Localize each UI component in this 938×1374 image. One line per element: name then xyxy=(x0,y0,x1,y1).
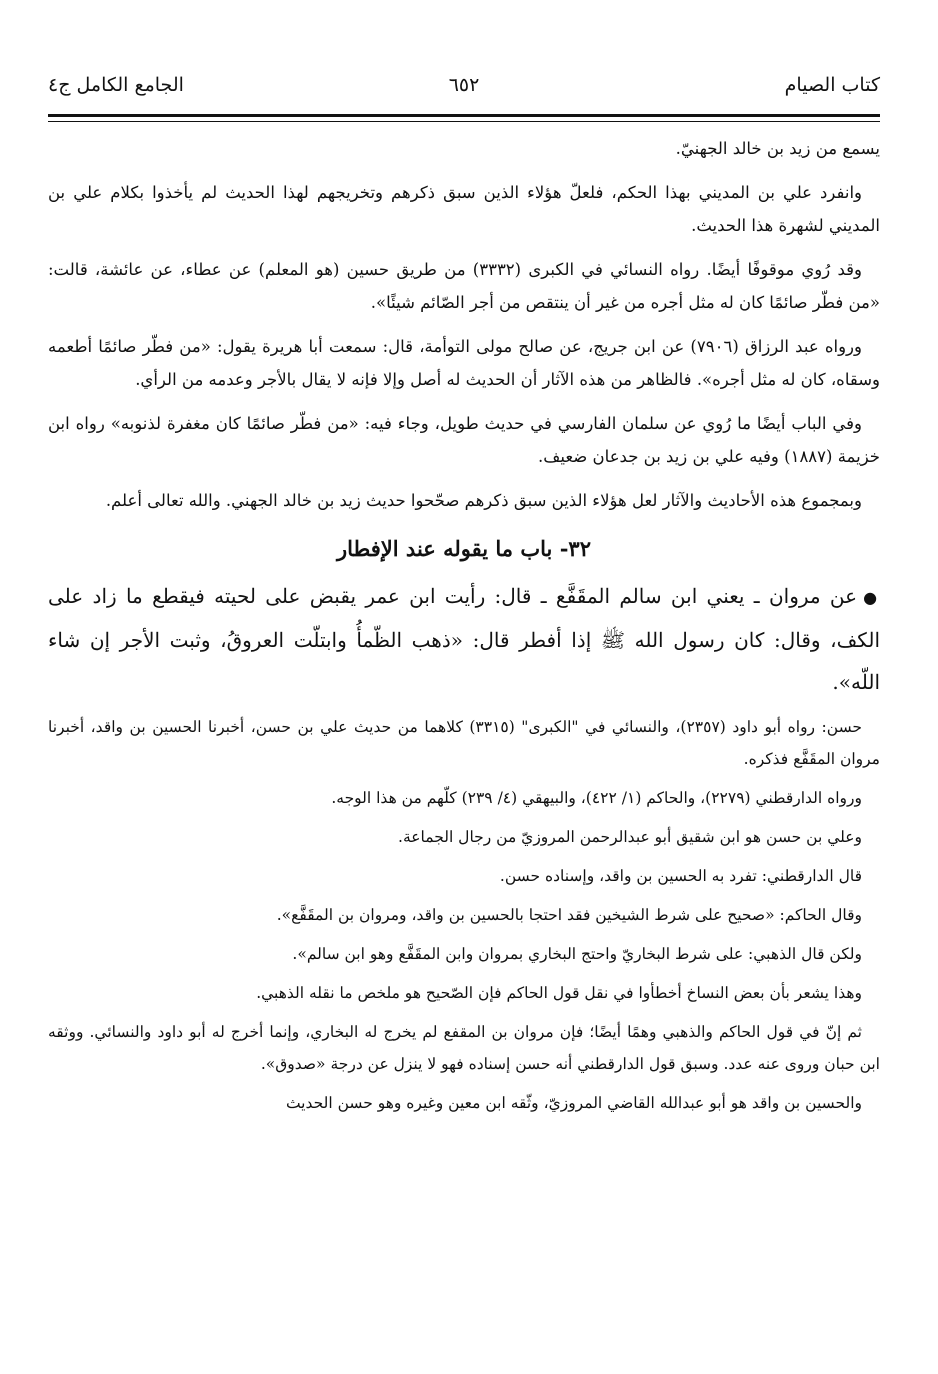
page-number: ٦٥٢ xyxy=(448,74,480,96)
paragraph: ثم إنّ في قول الحاكم والذهبي وهمًا أيضًا؛ فإن مروان بن المقفع لم يخرج له البخاري، وإنما أخرج له أبو داود والنسائي. ووثقه ابن حبان وروى عنه عدد. وسبق قول الدارقطني أنه حسن إسناده فهو لا ينزل عن درجة «صدوق». xyxy=(48,1023,880,1073)
paragraph: قال الدارقطني: تفرد به الحسين بن واقد، وإسناده حسن. xyxy=(499,867,862,885)
header-rule-thick xyxy=(48,114,880,117)
book-title: الجامع الكامل ج٤ xyxy=(48,74,184,96)
paragraph: ورواه عبد الرزاق (٧٩٠٦) عن ابن جريج، عن صالح مولى التوأمة، قال: سمعت أبا هريرة يقول: «من فطّر صائمًا أطعمه وسقاه، كان له مثل أجره». فالظاهر من هذه الآثار أن الحديث له أصل وإلا فإنه لا يقال بالأجر وعدمه من الرأي. xyxy=(48,337,880,389)
paragraph: وقد رُوي موقوفًا أيضًا. رواه النسائي في الكبرى (٣٣٣٢) من طريق حسين (هو المعلم) عن عطاء، عن عائشة، قالت: «من فطّر صائمًا كان له مثل أجره من غير أن ينتقص من أجر الصّائم شيئًا». xyxy=(48,260,880,312)
header-rule-thin xyxy=(48,121,880,122)
paragraph: حسن: رواه أبو داود (٢٣٥٧)، والنسائي في "الكبرى" (٣٣١٥) كلاهما من حديث علي بن حسن، أخبرنا الحسين بن واقد، أخبرنا مروان المقَفَّع فذكره. xyxy=(48,718,880,768)
book-section-title: كتاب الصيام xyxy=(784,74,880,96)
page-body xyxy=(48,132,880,1126)
paragraph: ولكن قال الذهبي: على شرط البخاريّ واحتج البخاري بمروان وابن المقَفَّع وهو ابن سالم». xyxy=(292,945,862,963)
paragraph: يسمع من زيد بن خالد الجهنيّ. xyxy=(675,139,880,158)
paragraph: والحسين بن واقد هو أبو عبدالله القاضي المروزيّ، وثّقه ابن معين وغيره وهو حسن الحديث xyxy=(285,1094,862,1112)
section-heading: ٣٢- باب ما يقوله عند الإفطار xyxy=(337,536,591,561)
paragraph: وبمجموع هذه الأحاديث والآثار لعل هؤلاء الذين سبق ذكرهم صحّحوا حديث زيد بن خالد الجهني. والله تعالى أعلم. xyxy=(105,491,862,510)
hadith-text: عن مروان ـ يعني ابن سالم المقَفَّع ـ قال: رأيت ابن عمر يقبض على لحيته فيقطع ما زاد على الكف، وقال: كان رسول الله ﷺ إذا أفطر قال: «ذهب الظّمأُ وابتلّت العروقُ، وثبت الأجر إن شاء اللّه». xyxy=(48,584,880,694)
running-head xyxy=(48,74,880,108)
paragraph: وعلي بن حسن هو ابن شقيق أبو عبدالرحمن المروزيّ من رجال الجماعة. xyxy=(398,828,862,846)
hadith-text-block xyxy=(48,575,880,703)
paragraph: وفي الباب أيضًا ما رُوي عن سلمان الفارسي في حديث طويل، وجاء فيه: «من فطّر صائمًا كان مغفرة لذنوبه» رواه ابن خزيمة (١٨٨٧) وفيه علي بن زيد بن جدعان ضعيف. xyxy=(48,414,880,466)
paragraph: وقال الحاكم: «صحيح على شرط الشيخين فقد احتجا بالحسين بن واقد، ومروان بن المقَفَّع». xyxy=(276,906,862,924)
paragraph: ورواه الدارقطني (٢٢٧٩)، والحاكم (١/ ٤٢٢)، والبيهقي (٤/ ٢٣٩) كلّهم من هذا الوجه. xyxy=(331,789,862,807)
paragraph: وانفرد علي بن المديني بهذا الحكم، فلعلّ هؤلاء الذين سبق ذكرهم وتخريجهم لهذا الحديث لم يأخذوا بكلام علي بن المديني لشهرة هذا الحديث. xyxy=(48,183,880,235)
paragraph: وهذا يشعر بأن بعض النساخ أخطأوا في نقل قول الحاكم فإن الصّحيح هو ملخص ما نقله الذهبي. xyxy=(256,984,862,1002)
bullet-icon: ● xyxy=(863,588,880,607)
